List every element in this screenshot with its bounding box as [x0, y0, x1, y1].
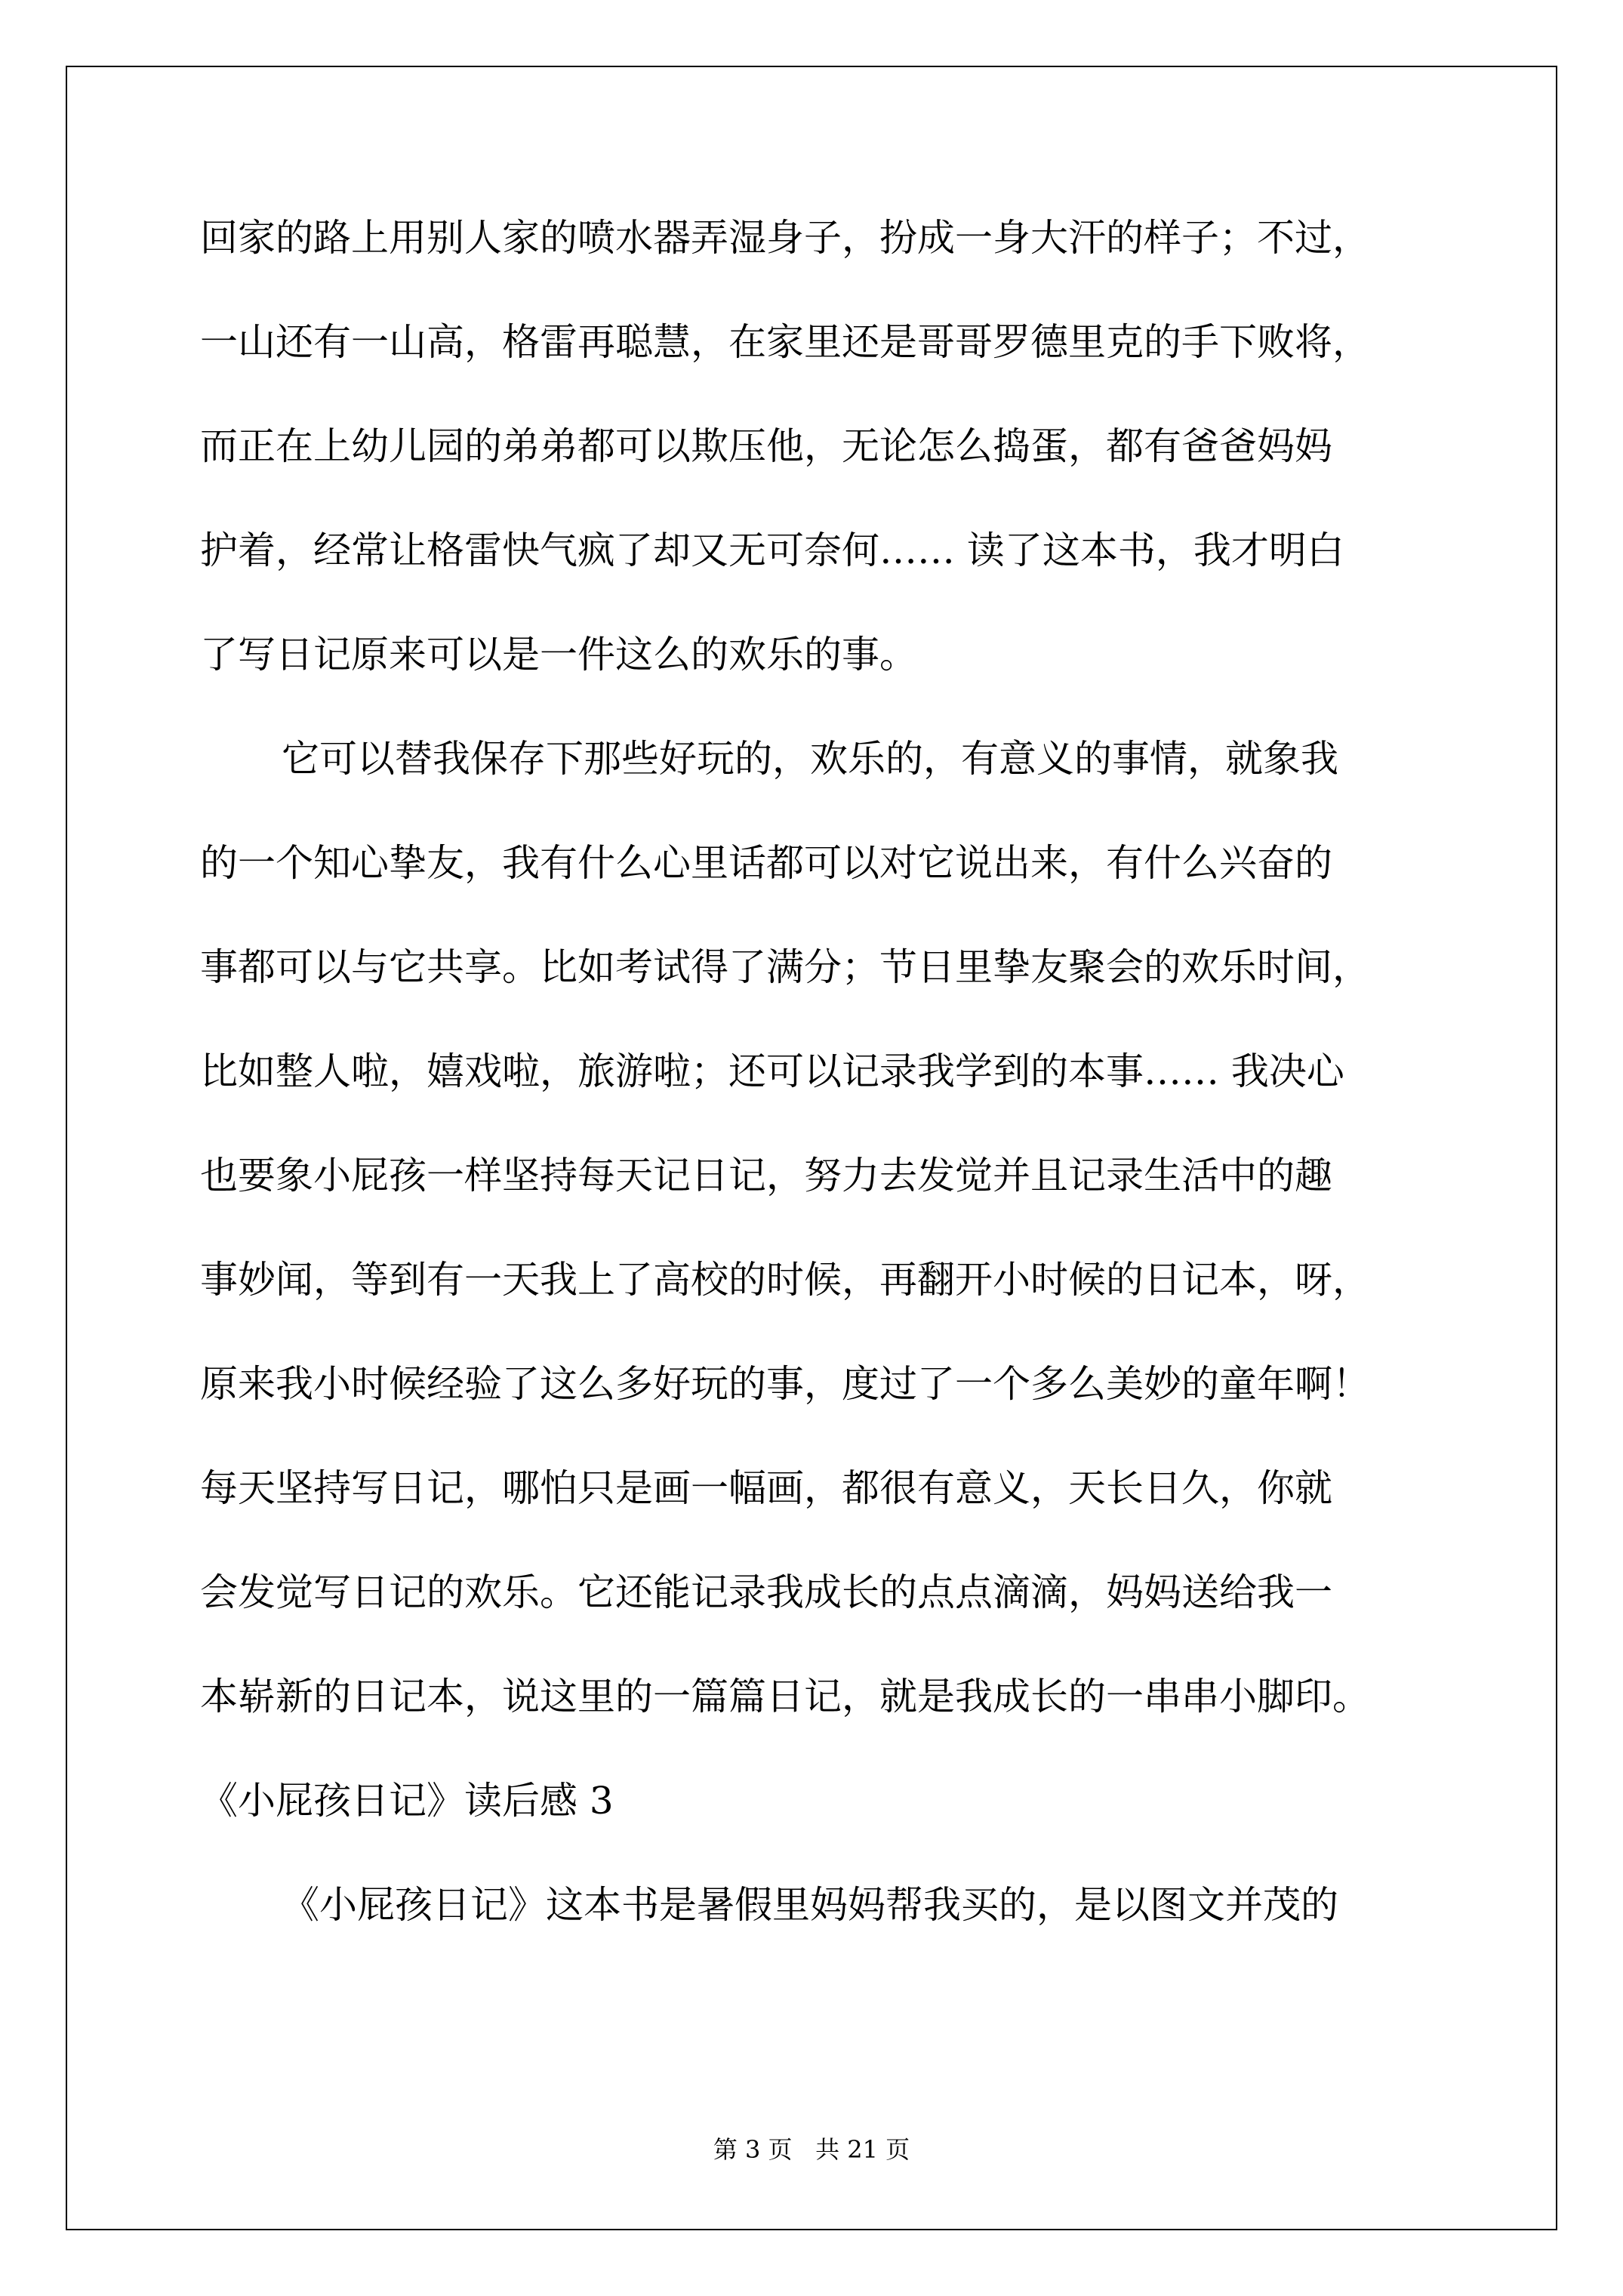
- text-line-4: 护着，经常让格雷快气疯了却又无可奈何…… 读了这本书，我才明白: [200, 529, 1344, 572]
- text-line-12: 原来我小时候经验了这么多好玩的事，度过了一个多么美妙的童年啊！: [200, 1362, 1370, 1406]
- paragraph-start-line-17: 《小屁孩日记》这本书是暑假里妈妈帮我买的，是以图文并茂的: [282, 1883, 1338, 1927]
- text-line-13: 每天坚持写日记，哪怕只是画一幅画，都很有意义，天长日久，你就: [200, 1466, 1332, 1510]
- text-line-14: 会发觉写日记的欢乐。它还能记录我成长的点点滴滴，妈妈送给我一: [200, 1570, 1332, 1614]
- page-number-footer: 第 3 页 共 21 页: [713, 2135, 910, 2164]
- text-line-15: 本崭新的日记本，说这里的一篇篇日记，就是我成长的一串串小脚印。: [200, 1675, 1370, 1718]
- text-line-2: 一山还有一山高，格雷再聪慧，在家里还是哥哥罗德里克的手下败将，: [200, 320, 1370, 364]
- section-heading: 《小屁孩日记》读后感 3: [200, 1779, 614, 1823]
- text-line-3: 而正在上幼儿园的弟弟都可以欺压他，无论怎么捣蛋，都有爸爸妈妈: [200, 424, 1332, 468]
- paragraph-start-line-6: 它可以替我保存下那些好玩的，欢乐的，有意义的事情，就象我: [282, 737, 1338, 781]
- text-line-9: 比如整人啦，嬉戏啦，旅游啦；还可以记录我学到的本事…… 我决心: [200, 1049, 1344, 1093]
- text-line-11: 事妙闻，等到有一天我上了高校的时候，再翻开小时候的日记本，呀，: [200, 1258, 1370, 1302]
- text-line-1: 回家的路上用别人家的喷水器弄湿身子，扮成一身大汗的样子；不过，: [200, 216, 1370, 260]
- text-line-5: 了写日记原来可以是一件这么的欢乐的事。: [200, 633, 917, 676]
- text-line-10: 也要象小屁孩一样坚持每天记日记，努力去发觉并且记录生活中的趣: [200, 1154, 1332, 1197]
- text-line-7: 的一个知心挚友，我有什么心里话都可以对它说出来，有什么兴奋的: [200, 841, 1332, 885]
- document-body: [200, 216, 1438, 1990]
- text-line-8: 事都可以与它共享。比如考试得了满分；节日里挚友聚会的欢乐时间，: [200, 945, 1370, 989]
